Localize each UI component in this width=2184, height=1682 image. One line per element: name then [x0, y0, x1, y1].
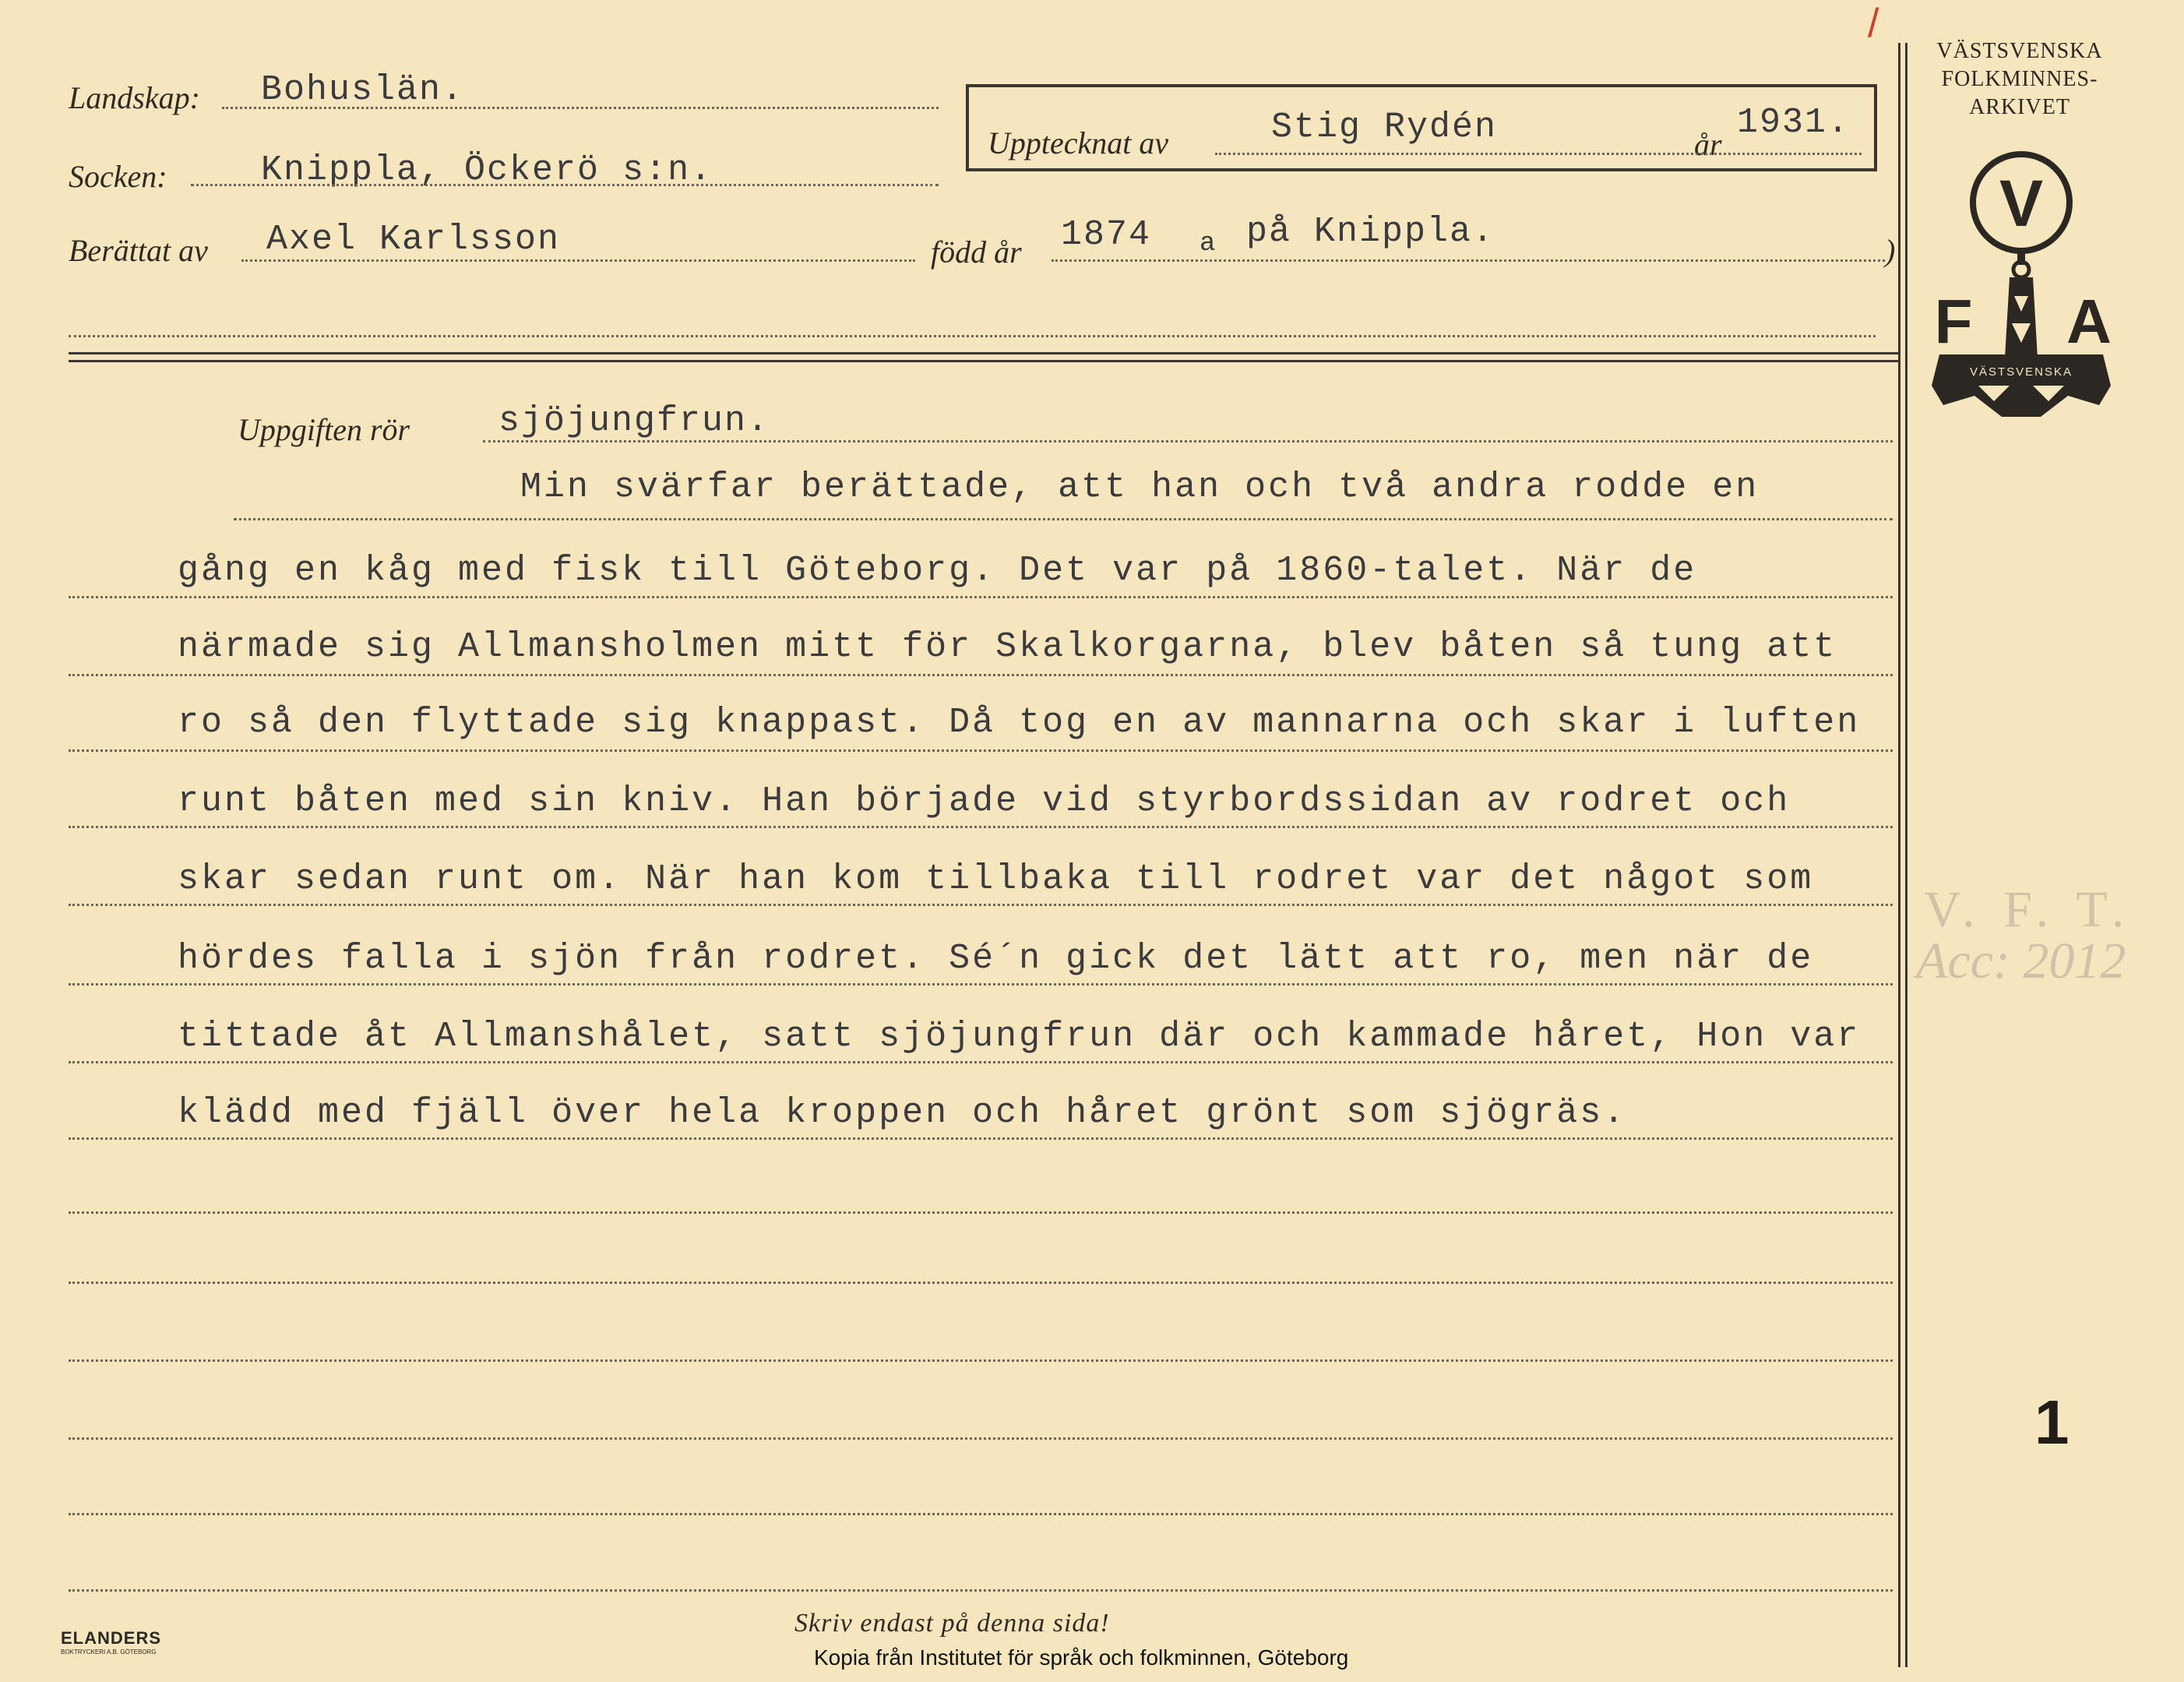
extra-dotted-line	[69, 335, 1876, 337]
ruled-line-3	[69, 674, 1893, 676]
logo-band-text: VÄSTSVENSKA	[1969, 365, 2073, 379]
archive-name	[1922, 37, 2117, 122]
ruled-line-9	[69, 1137, 1893, 1140]
copy-notice: Kopia från Institutet för språk och folkminnen, Göteborg	[814, 1645, 1349, 1670]
berattat-label: Berättat av	[69, 233, 208, 268]
subject-dotted-line	[483, 440, 1893, 443]
margin-rule-right	[1905, 43, 1907, 1667]
socken-dotted-line	[191, 184, 939, 186]
closing-paren: )	[1885, 233, 1896, 268]
printer-name: ELANDERS	[61, 1628, 162, 1648]
ruled-line-7	[69, 983, 1893, 986]
ruled-line-5	[69, 826, 1893, 828]
ruled-line-4	[69, 749, 1893, 752]
body-line-9: klädd med fjäll över hela kroppen och håret grönt som sjögräs.	[178, 1093, 1627, 1133]
landskap-value: Bohuslän.	[261, 70, 465, 110]
archive-line-1: VÄSTSVENSKA	[1936, 39, 2103, 63]
ruled-line-14	[69, 1513, 1893, 1515]
fodd-mark: a	[1199, 229, 1217, 259]
stamp-line-2: Acc: 2012	[1916, 933, 2126, 989]
ruled-line-12	[69, 1359, 1893, 1362]
header-rule-top	[69, 352, 1900, 354]
stamp-line-1: V. F. T.	[1924, 881, 2133, 938]
ruled-line-15	[69, 1589, 1893, 1592]
header-rule-bottom	[69, 360, 1900, 362]
ruled-line-13	[69, 1437, 1893, 1440]
fodd-place: på Knippla.	[1246, 212, 1495, 252]
ar-value: 1931.	[1737, 103, 1851, 143]
corner-mark: /	[1868, 1, 1879, 46]
ruled-line-11	[69, 1282, 1893, 1284]
body-line-3: närmade sig Allmansholmen mitt för Skalkorgarna, blev båten så tung att	[178, 627, 1837, 667]
ruled-line-2	[69, 596, 1893, 598]
logo-letter-a: A	[2066, 287, 2112, 356]
fodd-value: 1874	[1061, 215, 1152, 255]
ruled-line-1	[234, 518, 1893, 520]
uppt-dotted-line	[1215, 153, 1862, 155]
subject-label: Uppgiften rör	[238, 412, 410, 447]
printer-sub: BOKTRYCKERI A.B. GÖTEBORG	[61, 1649, 157, 1656]
ruled-line-10	[69, 1211, 1893, 1214]
berattat-dotted-line	[241, 259, 915, 262]
fodd-dotted-line	[1051, 259, 1885, 262]
berattat-value: Axel Karlsson	[266, 220, 561, 259]
landskap-dotted-line	[222, 107, 939, 109]
uppt-value: Stig Rydén	[1271, 108, 1498, 147]
accession-stamp	[1916, 880, 2165, 991]
logo-letter-f: F	[1934, 287, 1973, 356]
uppt-label: Upptecknat av	[988, 125, 1169, 160]
archive-line-3: ARKIVET	[1969, 95, 2070, 119]
body-line-1: Min svärfar berättade, att han och två andra rodde en	[520, 467, 1760, 507]
fodd-label: född år	[931, 234, 1022, 270]
landskap-label: Landskap:	[69, 80, 200, 115]
body-line-8: tittade åt Allmanshålet, satt sjöjungfrun där och kammade håret, Hon var	[178, 1017, 1861, 1056]
ar-label: år	[1694, 127, 1722, 162]
ruled-line-8	[69, 1061, 1893, 1063]
body-line-4: ro så den flyttade sig knappast. Då tog en av mannarna och skar i luften	[178, 703, 1861, 742]
footer-instruction: Skriv endast på denna sida!	[794, 1609, 1110, 1638]
body-line-7: hördes falla i sjön från rodret. Sé´n gick det lätt att ro, men när de	[178, 939, 1814, 979]
subject-value: sjöjungfrun.	[498, 401, 770, 441]
ruled-line-6	[69, 904, 1893, 906]
body-line-6: skar sedan runt om. När han kom tillbaka till rodret var det något som	[178, 859, 1814, 899]
body-line-5: runt båten med sin kniv. Han började vid styrbordssidan av rodret och	[178, 781, 1791, 821]
printer-mark	[61, 1628, 161, 1656]
archive-line-2: FOLKMINNES-	[1941, 67, 2098, 91]
socken-label: Socken:	[69, 159, 167, 194]
archive-logo	[1924, 148, 2119, 452]
body-line-2: gång en kåg med fisk till Göteborg. Det var på 1860-talet. När de	[178, 551, 1697, 591]
socken-value: Knippla, Öckerö s:n.	[261, 150, 713, 190]
logo-letter-v: V	[1999, 167, 2044, 240]
margin-rule-left	[1898, 43, 1900, 1667]
hammer-logo-icon	[1924, 148, 2119, 452]
page-number: 1	[2034, 1388, 2070, 1457]
